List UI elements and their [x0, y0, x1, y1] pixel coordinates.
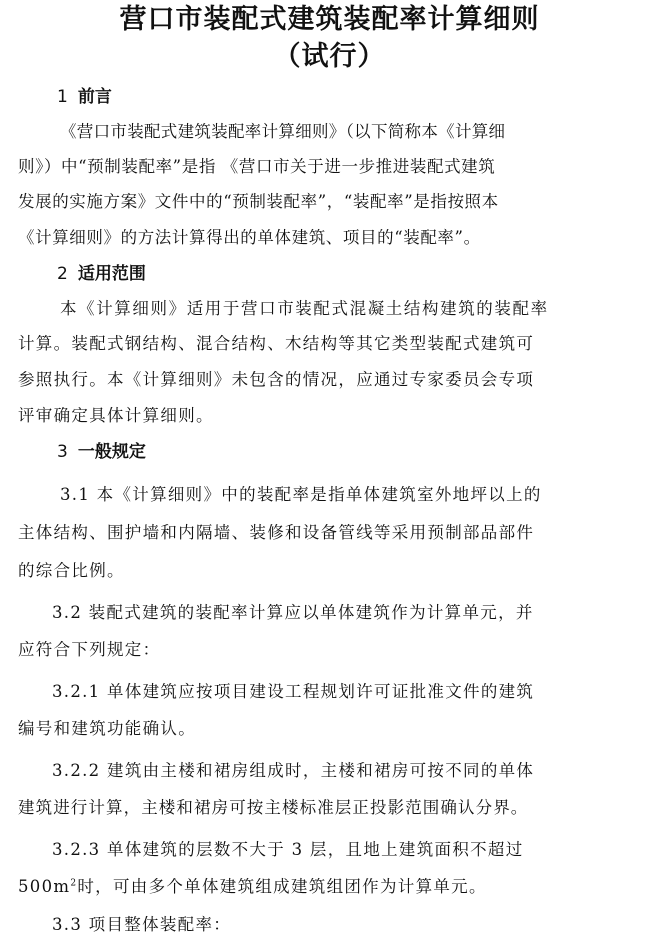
clause-3-2-1-line: 3.2.1 单体建筑应按项目建设工程规划许可证批准文件的建筑	[52, 682, 535, 701]
area-unit-superscript: 2	[70, 878, 78, 889]
clause-3-1-line: 3.1 本《计算细则》中的装配率是指单体建筑室外地坪以上的	[60, 485, 542, 504]
section-2-line: 评审确定具体计算细则。	[18, 406, 214, 425]
document-subtitle: （试行）	[273, 41, 386, 72]
section-2-line: 计算。装配式钢结构、混合结构、木结构等其它类型装配式建筑可	[18, 334, 535, 353]
clause-3-2-line: 3.2 装配式建筑的装配率计算应以单体建筑作为计算单元，并	[52, 603, 534, 622]
section-2-line: 参照执行。本《计算细则》未包含的情况，应通过专家委员会专项	[18, 370, 535, 389]
clause-3-1-line: 的综合比例。	[18, 561, 125, 580]
section-1-line: 则》）中“预制装配率”是指 《营口市关于进一步推进装配式建筑	[18, 157, 496, 176]
section-2-line: 本《计算细则》适用于营口市装配式混凝土结构建筑的装配率	[60, 299, 549, 318]
clause-3-2-2-line: 建筑进行计算，主楼和裙房可按主楼标准层正投影范围确认分界。	[18, 798, 529, 817]
section-3-heading	[57, 441, 146, 463]
section-1-number: 1	[57, 87, 68, 107]
section-1-line: 《计算细则》的方法计算得出的单体建筑、项目的“装配率”。	[18, 228, 481, 247]
section-3-title: 一般规定	[77, 442, 146, 462]
section-1-title: 前言	[77, 87, 112, 107]
section-2-title: 适用范围	[77, 264, 146, 284]
clause-3-1-line: 主体结构、围护墙和内隔墙、装修和设备管线等采用预制部品部件	[18, 523, 535, 542]
section-3-number: 3	[57, 442, 68, 462]
section-1-line: 发展的实施方案》文件中的“预制装配率”，“装配率”是指按照本	[18, 192, 499, 211]
section-1-line: 《营口市装配式建筑装配率计算细则》（以下简称本《计算细	[60, 122, 506, 141]
clause-3-2-3-line-2	[18, 876, 487, 898]
clause-3-2-line: 应符合下列规定：	[18, 640, 161, 659]
clause-3-2-3-line: 3.2.3 单体建筑的层数不大于 3 层，且地上建筑面积不超过	[52, 840, 524, 859]
clause-3-2-2-line: 3.2.2 建筑由主楼和裙房组成时，主楼和裙房可按不同的单体	[52, 761, 535, 780]
clause-3-3-line: 3.3 项目整体装配率：	[52, 915, 232, 934]
clause-3-2-1-line: 编号和建筑功能确认。	[18, 719, 196, 738]
clause-3-2-3-text: 时，可由多个单体建筑组成建筑组团作为计算单元。	[77, 877, 487, 896]
area-value: 500m	[18, 877, 71, 896]
section-2-number: 2	[57, 264, 68, 284]
document-title: 营口市装配式建筑装配率计算细则	[119, 4, 540, 35]
section-2-heading	[57, 263, 146, 285]
section-1-heading	[57, 86, 112, 108]
